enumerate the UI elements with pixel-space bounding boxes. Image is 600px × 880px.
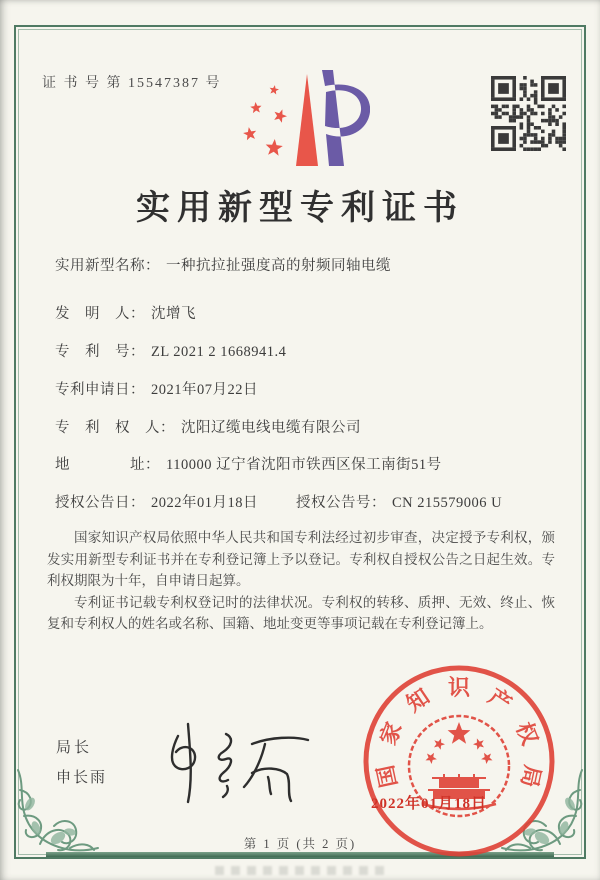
page-footer: 第 1 页 (共 2 页) <box>243 837 357 851</box>
svg-text:家: 家 <box>375 718 407 749</box>
legal-text <box>47 527 555 635</box>
officer-name: 申长雨 <box>56 770 108 786</box>
legal-paragraph: 专利证书记载专利权登记时的法律状况。专利权的转移、质押、无效、终止、恢复和专利权人的姓名或名称、国籍、地址变更等事项记载在专利登记簿上。 <box>47 594 555 631</box>
field-label: 发 明 人： <box>55 306 145 322</box>
svg-text:权: 权 <box>511 718 543 749</box>
certificate-title: 实用新型专利证书 <box>136 190 464 227</box>
field-label: 地 址： <box>55 457 160 473</box>
field-value: CN 215579006 U <box>392 495 503 511</box>
qr-code <box>491 76 566 151</box>
field-row <box>55 302 196 323</box>
field-label: 实用新型名称： <box>55 258 160 274</box>
signature-image <box>148 716 316 810</box>
field-label: 专利申请日： <box>55 382 145 398</box>
field-value: ZL 2021 2 1668941.4 <box>151 344 287 360</box>
svg-text:国: 国 <box>372 762 402 790</box>
field-value: 沈阳辽缆电线电缆有限公司 <box>181 420 361 436</box>
field-row <box>55 340 286 361</box>
svg-text:产: 产 <box>483 683 517 717</box>
field-value: 2021年07月22日 <box>151 382 258 398</box>
field-label: 专 利 号： <box>55 344 145 360</box>
legal-paragraph: 国家知识产权局依照中华人民共和国专利法经过初步审查，决定授予专利权，颁发实用新型专利证书并在专利登记簿上予以登记。专利权自授权公告之日起生效。专利权期限为十年，自申请日起算。 <box>47 530 555 588</box>
field-label: 授权公告号： <box>296 495 386 511</box>
field-value: 一种抗拉扯强度高的射频同轴电缆 <box>166 258 391 274</box>
field-value: 沈增飞 <box>151 306 196 322</box>
svg-text:识: 识 <box>447 675 471 701</box>
field-value: 2022年01月18日 <box>151 495 258 511</box>
field-row <box>55 254 391 275</box>
officer-title: 局长 <box>56 740 93 756</box>
field-value: 110000 辽宁省沈阳市铁西区保工南街51号 <box>166 457 442 473</box>
field-label: 授权公告日： <box>55 495 145 511</box>
field-label: 专 利 权 人： <box>55 420 175 436</box>
field-row <box>55 491 502 512</box>
certificate-number: 证 书 号 第 15547387 号 <box>42 76 222 91</box>
official-seal-icon <box>358 662 560 860</box>
field-row <box>55 416 361 437</box>
seal-date: 2022年01月18日 <box>371 796 488 812</box>
svg-text:知: 知 <box>401 683 435 717</box>
cnipa-logo-icon <box>230 60 370 170</box>
field-row <box>55 378 258 399</box>
svg-text:局: 局 <box>516 762 546 790</box>
show-through-smudge <box>215 866 385 875</box>
field-row <box>55 453 442 474</box>
